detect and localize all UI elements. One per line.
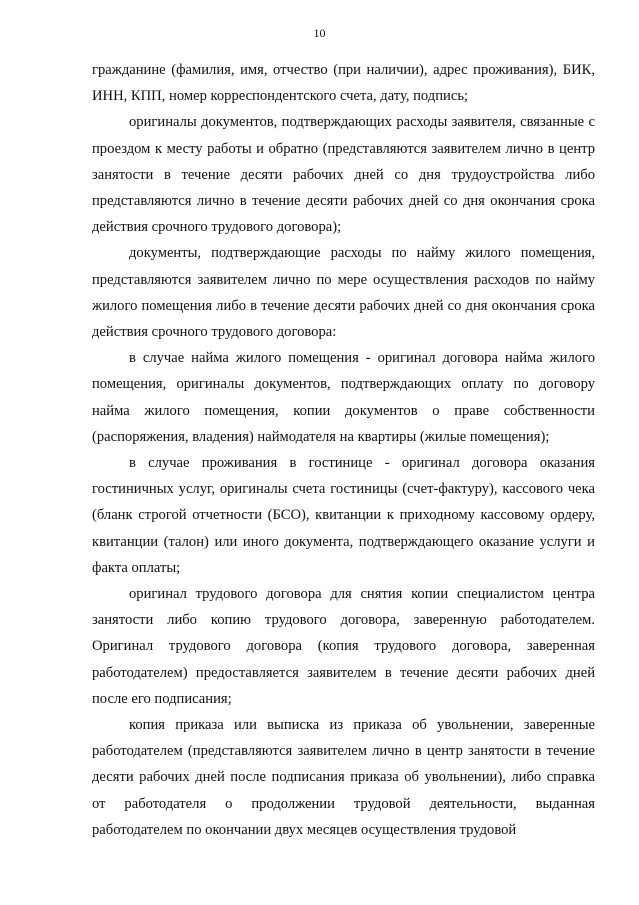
paragraph-housing-rent: в случае найма жилого помещения - оригинал договора найма жилого помещения, оригиналы документов, подтверждающих оплату по договору найма жилого помещения, копии документов о праве собственности (распоряжения, владения) наймодателя на квартиры (жилые помещения);: [92, 350, 595, 445]
paragraph-dismissal-order: копия приказа или выписка из приказа об увольнении, заверенные работодателем (представляются заявителем лично в центр занятости в течение десяти рабочих дней после подписания приказа об увольнении), либо справка от работодателя о продолжении трудовой деятельности, выданная работодателем по окончании двух месяцев осуществления трудовой: [92, 717, 595, 838]
paragraph-travel-expenses: оригиналы документов, подтверждающих расходы заявителя, связанные с проездом к месту работы и обратно (представляются заявителем лично в центр занятости в течение десяти рабочих дней со дня трудоустройства либо представляются лично в течение десяти рабочих дней со дня окончания срока действия срочного трудового договора);: [92, 114, 595, 236]
paragraph-housing-expenses: документы, подтверждающие расходы по найму жилого помещения, представляются заявителем лично по мере осуществления расходов по найму жилого помещения либо в течение десяти рабочих дней со дня окончания срока действия срочного трудового договора:: [92, 245, 595, 341]
paragraph-continued: гражданине (фамилия, имя, отчество (при наличии), адрес проживания), БИК, ИНН, КПП, номер корреспондентского счета, дату, подпись;: [92, 62, 595, 105]
document-body: [92, 57, 595, 843]
page-number: 10: [313, 26, 326, 40]
paragraph-employment-contract: оригинал трудового договора для снятия копии специалистом центра занятости либо копию трудового договора, заверенную работодателем. Оригинал трудового договора (копия трудового договора, заверенная работодателем) предоставляется заявителем в течение десяти рабочих дней после его подписания;: [92, 586, 595, 707]
paragraph-hotel-stay: в случае проживания в гостинице - оригинал договора оказания гостиничных услуг, оригиналы счета гостиницы (счет-фактуру), кассового чека (бланк строгой отчетности (БСО), квитанции к приходному кассовому ордеру, квитанции (талон) или иного документа, подтверждающего оказание услуги и факта оплаты;: [92, 455, 595, 576]
